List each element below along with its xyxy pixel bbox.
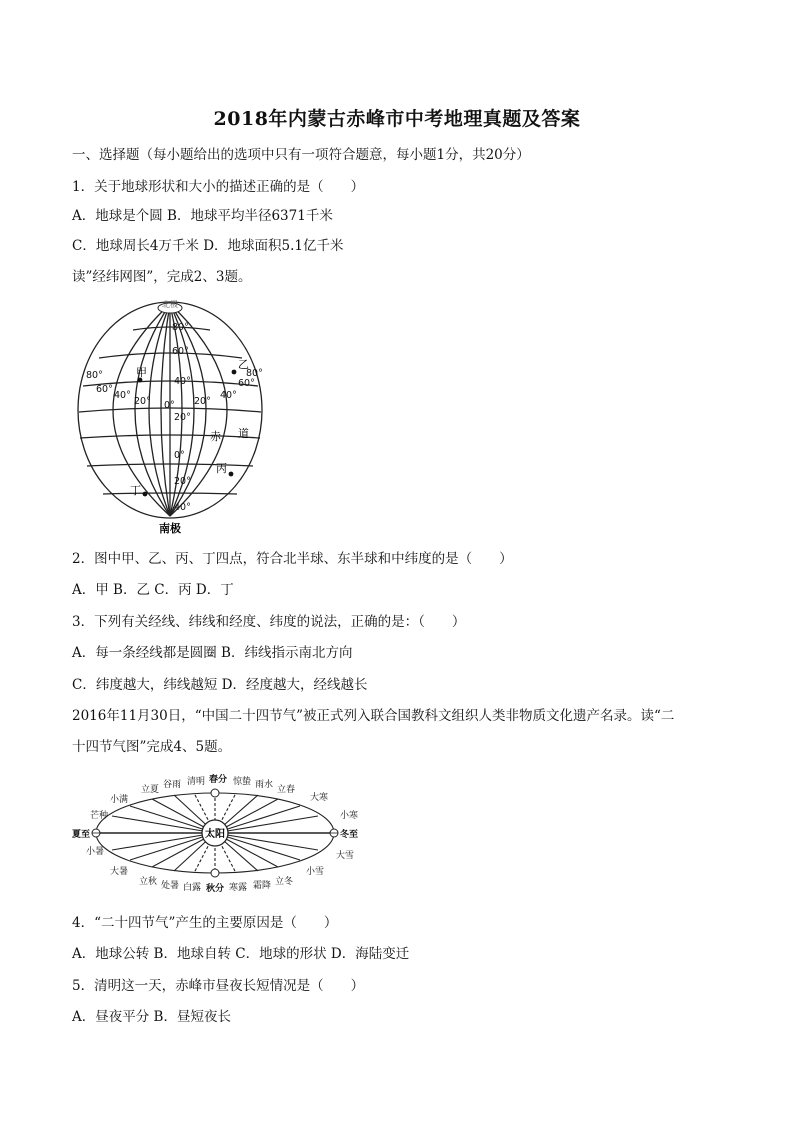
point-jia-label: 甲 bbox=[136, 366, 147, 379]
term-label: 大雪 bbox=[336, 851, 355, 861]
q2-stem: 2．图中甲、乙、丙、丁四点，符合北半球、东半球和中纬度的是（ ） bbox=[72, 551, 513, 567]
sun-label: 太阳 bbox=[205, 829, 225, 840]
lat-label: 20° bbox=[174, 412, 191, 423]
lon-label: 20° bbox=[134, 396, 151, 407]
term-label: 春分 bbox=[208, 775, 228, 785]
term-label: 小寒 bbox=[340, 811, 359, 821]
lon-label: 60° bbox=[96, 384, 113, 395]
term-label: 夏至 bbox=[72, 830, 90, 840]
lon-label: 20° bbox=[194, 396, 211, 407]
term-label: 立春 bbox=[276, 785, 296, 795]
section-heading: 一、选择题（每小题给出的选项中只有一项符合题意，每小题1分，共20分） bbox=[72, 147, 530, 163]
q3-stem: 3．下列有关经线、纬线和经度、纬度的说法，正确的是：（ ） bbox=[72, 614, 466, 630]
intro-q4-q5-line1: 2016年11月30日，“中国二十四节气”被正式列入联合国教科文组织人类非物质文化遗产名录。读“二 bbox=[72, 708, 675, 724]
q5-options-ab: A．昼夜平分 B．昼短夜长 bbox=[72, 1009, 231, 1025]
term-label: 立秋 bbox=[138, 877, 158, 887]
earth-position bbox=[211, 869, 219, 877]
intro-q2-q3: 读”经纬网图”，完成2、3题。 bbox=[72, 269, 252, 285]
q1-options-ab: A．地球是个圆 B．地球平均半径6371千米 bbox=[72, 208, 333, 224]
q1-stem: 1．关于地球形状和大小的描述正确的是（ ） bbox=[72, 179, 365, 195]
q5-stem: 5．清明这一天，赤峰市昼夜长短情况是（ ） bbox=[72, 978, 365, 994]
lon-label: 60° bbox=[238, 378, 255, 389]
term-label: 小暑 bbox=[85, 847, 104, 857]
lat-label: 20° bbox=[174, 476, 191, 487]
point-ding-label: 丁 bbox=[130, 484, 141, 497]
term-label: 冬至 bbox=[340, 830, 359, 840]
term-label: 大暑 bbox=[109, 867, 128, 877]
lat-label: 0° bbox=[174, 450, 185, 461]
term-label: 立冬 bbox=[274, 877, 294, 887]
equator-label: 赤 bbox=[210, 430, 221, 443]
term-label: 白露 bbox=[182, 883, 202, 893]
term-label: 小满 bbox=[109, 795, 128, 805]
point-bing-label: 丙 bbox=[216, 462, 227, 475]
term-label: 秋分 bbox=[205, 884, 225, 894]
lat-label: 40° bbox=[174, 376, 191, 387]
term-label: 惊蛰 bbox=[232, 777, 252, 787]
point-bing-marker bbox=[229, 472, 234, 477]
term-label: 立夏 bbox=[140, 785, 160, 795]
point-yi-label: 乙 bbox=[238, 358, 249, 371]
lat-label: 80° bbox=[172, 322, 189, 333]
intro-q4-q5-line2: 十四节气图”完成4、5题。 bbox=[72, 739, 232, 755]
term-label: 大寒 bbox=[310, 793, 329, 803]
term-label: 小雪 bbox=[306, 867, 325, 877]
term-label: 霜降 bbox=[252, 881, 272, 891]
south-pole-label: 南极 bbox=[159, 522, 181, 535]
term-label: 处暑 bbox=[160, 881, 180, 891]
lon-label: 80° bbox=[86, 370, 103, 381]
lon-label: 0° bbox=[164, 400, 175, 411]
q1-options-cd: C．地球周长4万千米 D．地球面积5.1亿千米 bbox=[72, 238, 344, 254]
solar-terms-figure bbox=[72, 770, 388, 896]
q3-options-ab: A．每一条经线都是圆圈 B．纬线指示南北方向 bbox=[72, 645, 353, 661]
q3-options-cd: C．纬度越大，纬线越短 D．经度越大，经线越长 bbox=[72, 677, 368, 693]
q2-options: A．甲 B．乙 C．丙 D．丁 bbox=[72, 582, 234, 598]
lon-label: 40° bbox=[114, 390, 131, 401]
term-label: 寒露 bbox=[228, 883, 248, 893]
term-label: 雨水 bbox=[254, 780, 274, 790]
page-title: 2018年内蒙古赤峰市中考地理真题及答案 bbox=[213, 108, 581, 130]
latitude-longitude-globe-figure bbox=[70, 296, 270, 540]
term-label: 清明 bbox=[186, 777, 206, 787]
lat-label: 40° bbox=[174, 502, 191, 513]
lon-label: 40° bbox=[220, 390, 237, 401]
north-pole-label: 北极 bbox=[162, 300, 178, 309]
earth-position bbox=[211, 789, 219, 797]
equator-label: 道 bbox=[238, 427, 249, 440]
q4-options: A．地球公转 B．地球自转 C．地球的形状 D．海陆变迁 bbox=[72, 946, 410, 962]
term-label: 谷雨 bbox=[162, 780, 182, 790]
lat-label: 60° bbox=[172, 346, 189, 357]
term-label: 芒种 bbox=[89, 811, 108, 821]
point-ding-marker bbox=[143, 492, 148, 497]
q4-stem: 4．“二十四节气”产生的主要原因是（ ） bbox=[72, 915, 338, 931]
lon-label: 80° bbox=[246, 368, 263, 379]
point-yi-marker bbox=[232, 370, 237, 375]
